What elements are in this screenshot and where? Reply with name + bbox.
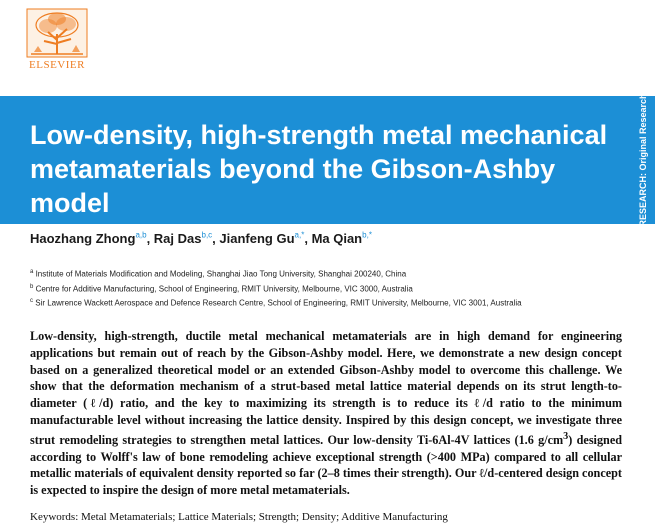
section-label-container	[631, 93, 655, 227]
author-affiliation-marks[interactable]: a,b	[135, 230, 147, 240]
abstract-part-2: ) designed according to Wolff's law of bone remodeling achieve exceptional strength (>400 MPa) compared to all cellular metallic materials of equivalent density reported so far (2–8 times their strength). Our ℓ/d-centered design concept is expected to inspire the design of more metal metamaterials.	[30, 432, 623, 498]
affiliation-item	[30, 281, 522, 296]
author-name: Jianfeng Gu	[219, 231, 295, 246]
abstract-text	[30, 328, 622, 499]
affiliation-list	[30, 266, 522, 310]
affiliation-text: Sir Lawrence Wackett Aerospace and Defence Research Centre, School of Engineering, RMIT University, Melbourne, VIC 3001, Australia	[35, 298, 522, 308]
author-name: Haozhang Zhong	[30, 231, 136, 246]
affiliation-mark: c	[30, 298, 33, 305]
elsevier-tree-logo-icon	[26, 8, 88, 58]
keywords: Keywords: Metal Metamaterials; Lattice Materials; Strength; Density; Additive Manufacturing	[30, 511, 448, 523]
author-list: Haozhang Zhong$^{a,b}$, Raj Das$^{b,c}$, Jianfeng $Gu^{a,*}$, Ma Qian$^{b,*}$	[30, 230, 372, 246]
author-name: Raj Das	[153, 231, 202, 246]
author-name: Ma Qian	[311, 231, 363, 246]
article-title: Low-density, high-strength metal mechanical metamaterials beyond the Gibson-Ashby model	[30, 120, 608, 218]
affiliation-text: Institute of Materials Modification and Modeling, Shanghai Jiao Tong University, Shanghai 200240, China	[35, 269, 407, 279]
publisher-name: ELSEVIER	[29, 59, 85, 71]
affiliation-item	[30, 266, 522, 281]
affiliation-text: Centre for Additive Manufacturing, School of Engineering, RMIT University, Melbourne, VIC 3000, Australia	[35, 284, 413, 294]
abstract-superscript: 3	[563, 430, 569, 442]
author-affiliation-marks[interactable]: b,*	[362, 230, 372, 240]
elsevier-logo	[26, 8, 88, 71]
section-label: RESEARCH: Original Research	[638, 93, 648, 227]
abstract-part-1: Low-density, high-strength, ductile metal mechanical metamaterials are in high demand for engineering applications but remain out of reach by the Gibson-Ashby model. Here, we demonstrate a new design concept based on a generalized theoretical model or an extended Gibson-Ashby model to overcome this challenge. We show that the deformation mechanism of a strut-based metal lattice material depends on its strut length-to-diameter (ℓ/d) ratio, and the key to maximizing its strength is to reduce its ℓ/d ratio to the minimum manufacturable level without increasing the lattice density. Inspired by this design concept, we investigate three strut remodeling strategies to strengthen metal lattices. Our low-density Ti-6Al-4V lattices (1.6 g/cm	[30, 329, 622, 447]
author-affiliation-marks[interactable]: b,c	[201, 230, 213, 240]
affiliation-mark: b	[30, 283, 34, 290]
affiliation-item	[30, 295, 522, 310]
author-affiliation-marks[interactable]: a,*	[294, 230, 305, 240]
affiliation-mark: a	[30, 269, 34, 275]
